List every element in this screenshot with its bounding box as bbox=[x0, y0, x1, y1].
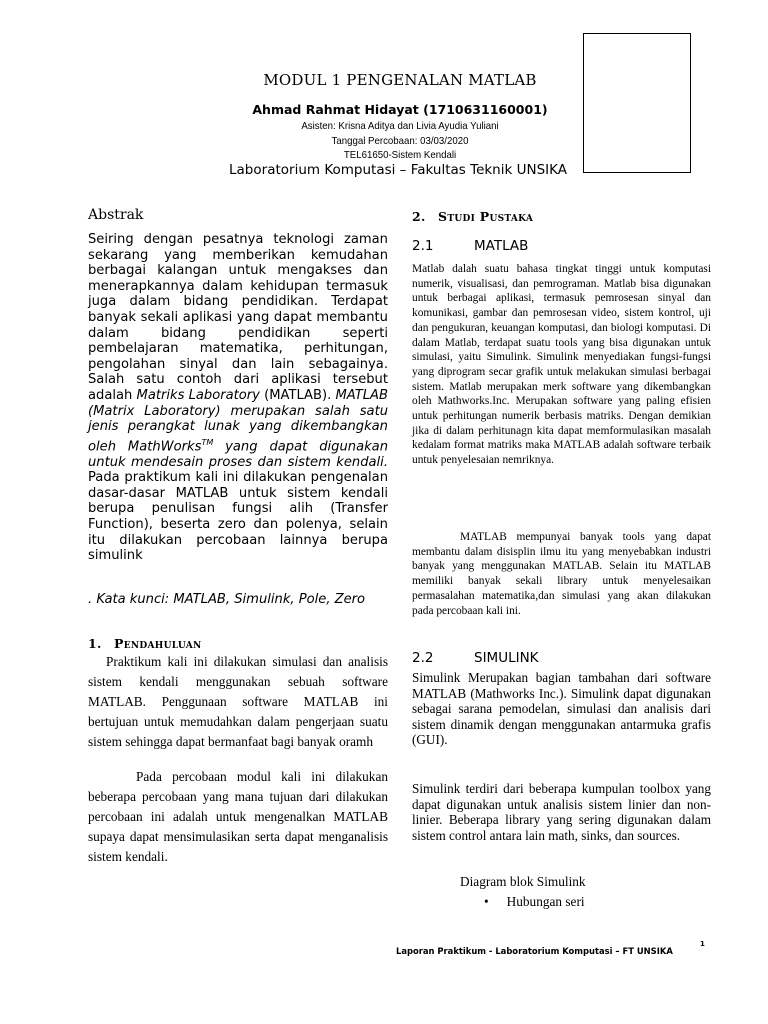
trademark-mark: TM bbox=[201, 437, 214, 447]
bullet-icon: • bbox=[484, 894, 489, 909]
page-number: 1 bbox=[700, 940, 705, 948]
section-1-paragraph-1: Praktikum kali ini dilakukan simulasi dan analisis sistem kendali menggunakan sebuah software MATLAB. Penggunaan software MATLAB ini bertujuan untuk memudahkan dalam pengerjaan suatu sistem sehingga dapat bermanfaat bagi banyak oramh bbox=[88, 654, 388, 749]
abstract-text-c: (MATLAB). bbox=[259, 387, 336, 403]
bullet-item bbox=[484, 894, 585, 910]
matlab-paragraph-1: Matlab dalah suatu bahasa tingkat tinggi untuk komputasi numerik, visualisasi, dan pemrograman. Matlab bisa digunakan untuk berbagai aplikasi, termasuk pemrosesan sinyal dan komunikasi, gambar dan pemrosesan video, sistem kontrol, uji dan pengukuran, keuangan komputasi, dan biologi komputasi. Di dalam Matlab, terdapat suatu tools yang bisa digunakan untuk simulasi, yaitu Simulink. Simulink menyediakan fungsi-fungsi yang diprogram secar grafik untuk melakukan simulasi berbagai sistem. Matlab merupakan merk software yang dikembangkan oleh Mathworks.Inc. Merupakan software yang paling efisien untuk perhitungan numerik berbasis matriks. Dengan demikian jika di dalam perhitunagn kita dapat memformulasikan masalah kedalam format matriks maka MATLAB adalah software terbaik untuk penyelesaian nemriknya. bbox=[412, 263, 711, 467]
simulink-paragraph-1: Simulink Merupakan bagian tambahan dari software MATLAB (Mathworks Inc.). Simulink dapat digunakan sebagai sarana pemodelan, simulasi dan analisis dari sistem dinamik dengan menggunakan antarmuka grafis (GUI). bbox=[412, 670, 711, 748]
section-2-number: 2. bbox=[412, 209, 426, 224]
page-footer: Laporan Praktikum - Laboratorium Komputasi – FT UNSIKA bbox=[396, 946, 673, 956]
date-line: Tanggal Percobaan: 03/03/2020 bbox=[331, 135, 469, 147]
abstract-text-d: MATLAB (Matrix Laboratory) merupakan salah satu jenis perangkat lunak yang dikembangkan oleh MathWorks bbox=[88, 387, 388, 455]
section-1-heading bbox=[88, 636, 388, 651]
diagram-caption: Diagram blok Simulink bbox=[460, 874, 586, 889]
subsection-2-2-number: 2.2 bbox=[412, 650, 434, 666]
section-2-heading bbox=[412, 209, 711, 224]
subsection-2-1-heading bbox=[412, 238, 711, 254]
bullet-text: Hubungan seri bbox=[506, 894, 585, 909]
subsection-2-1-title: MATLAB bbox=[474, 238, 529, 254]
subsection-2-1-number: 2.1 bbox=[412, 238, 434, 254]
matlab-paragraph-2: MATLAB mempunyai banyak tools yang dapat membantu dalam disisplin ilmu itu yang menyebabkan industri banyak yang menggunakan MATLAB. Selain itu MATLAB memiliki banyak sekali library untuk menyelesaikan permasalahan matematika,dan simulasi yang akan dilakukan pada percobaan kali ini. bbox=[412, 531, 711, 617]
course-line: TEL61650-Sistem Kendali bbox=[343, 149, 457, 161]
lab-line: Laboratorium Komputasi – Fakultas Teknik UNSIKA bbox=[229, 162, 567, 178]
abstract-text-e: yang dapat digunakan untuk mendesain proses dan sistem kendali. bbox=[88, 439, 388, 470]
abstract-text bbox=[88, 232, 388, 564]
abstract-heading: Abstrak bbox=[88, 207, 144, 223]
simulink-paragraph-2: Simulink terdiri dari beberapa kumpulan toolbox yang dapat digunakan untuk analisis sistem linier dan non-linier. Beberapa library yang sering digunakan dalam sistem control antara lain math, sinks, dan sources. bbox=[412, 781, 711, 843]
abstract-text-b: Matriks Laboratory bbox=[136, 387, 260, 403]
assistant-line: Asisten: Krisna Aditya dan Livia Ayudia Yuliani bbox=[301, 120, 499, 132]
section-1-title: Pendahuluan bbox=[114, 636, 202, 651]
abstract-text-f: Pada praktikum kali ini dilakukan pengenalan dasar-dasar MATLAB untuk sistem kendali berupa penulisan fungsi alih (Transfer Function), beserta zero dan polenya, selain itu dilakukan percobaan lainnya berupa simulink bbox=[88, 470, 388, 564]
subsection-2-2-heading bbox=[412, 650, 711, 666]
subsection-2-2-title: SIMULINK bbox=[474, 650, 539, 666]
section-2-title: Studi Pustaka bbox=[438, 209, 534, 224]
section-1-number: 1. bbox=[88, 636, 102, 651]
abstract-text-a: Seiring dengan pesatnya teknologi zaman sekarang yang memberikan kemudahan berbagai kalangan untuk mengakses dan menerapkannya dalam kehidupan termasuk juga dalam bidang pendidikan. Terdapat banyak sekali aplikasi yang dapat membantu dalam bidang pendidikan seperti pembelajaran matematika, perhitungan, pengolahan sinyal dan lain sebagainya. Salah satu contoh dari aplikasi tersebut adalah bbox=[88, 232, 388, 403]
section-1-paragraph-2: Pada percobaan modul kali ini dilakukan beberapa percobaan yang mana tujuan dari dilakukan percobaan ini adalah untuk mengenalkan MATLAB supaya dapat mensimulasikan serta dapat menganalisis sistem kendali. bbox=[88, 769, 388, 864]
keywords: . Kata kunci: MATLAB, Simulink, Pole, Zero bbox=[88, 592, 366, 607]
author-line: Ahmad Rahmat Hidayat (1710631160001) bbox=[252, 102, 548, 117]
document-title: MODUL 1 PENGENALAN MATLAB bbox=[263, 71, 537, 89]
